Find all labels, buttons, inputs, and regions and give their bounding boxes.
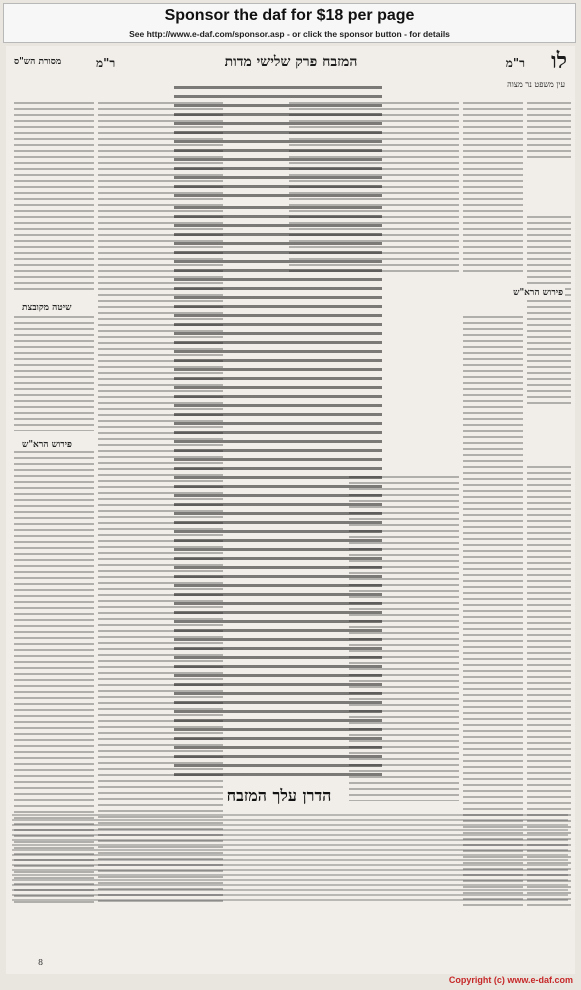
masoret-hashas-heading: מסורת הש"ס [14,57,62,67]
rashi-column [463,102,523,272]
perush-harosh-heading: פירוש הרא"ש [22,440,72,450]
sponsor-banner[interactable] [3,3,576,43]
daf-number: לו [551,48,567,74]
talmud-page [6,46,575,974]
ein-mishpat-column [527,216,571,406]
sponsor-subtitle[interactable]: See http://www.e-daf.com/sponsor.asp - or click the sponsor button - for details [129,29,450,39]
ein-mishpat-column [527,102,571,162]
copyright-link[interactable]: Copyright (c) www.e-daf.com [448,975,573,985]
shita-mekubetzet-heading: שיטה מקובצת [22,303,72,313]
page-title: המזבח פרק שלישי מדות [224,54,358,70]
amud-marker-left: ר"מ [96,56,116,70]
amud-marker: ר"מ [505,56,525,70]
shita-mekubetzet-column [14,316,94,431]
page-number: 8 [38,958,44,967]
ein-mishpat-heading: עין משפט נר מצוה [507,80,565,89]
sponsor-title[interactable]: Sponsor the daf for $18 per page [164,7,415,24]
masoret-hashas-column [14,102,94,292]
gemara-text-block [174,206,382,779]
hadran-heading: הדרן עלך המזבח [226,786,332,805]
perush-harosh-heading-right: פירוש הרא"ש [513,288,563,298]
bottom-commentary [12,814,568,904]
gemara-text-block [174,86,382,198]
